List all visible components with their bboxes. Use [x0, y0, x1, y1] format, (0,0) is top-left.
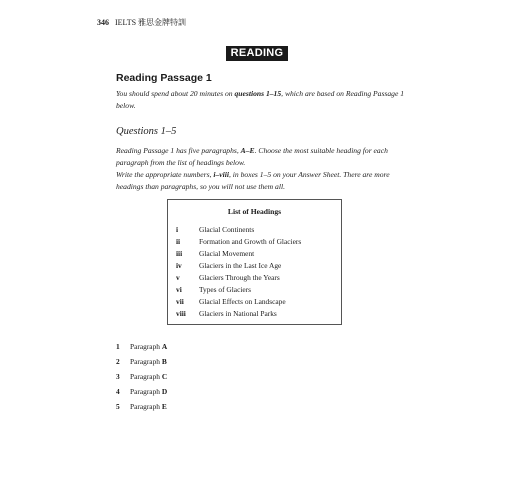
intro-text-2: , which are based on Reading Passage 1 below.	[116, 89, 405, 110]
paragraph-letter: A	[161, 342, 168, 351]
question-number: 3	[116, 372, 120, 381]
book-title: IELTS 雅思金牌特訓	[115, 18, 187, 27]
instr-text-2: . Choose the most suitable heading for each paragraph from the list of headings below.	[116, 146, 388, 167]
question-label: Paragraph	[130, 372, 160, 381]
instructions	[116, 145, 406, 193]
headings-title: List of Headings	[227, 207, 282, 216]
instr-text-3: Write the appropriate numbers,	[116, 170, 214, 179]
heading-number: v	[176, 273, 180, 282]
question-label: Paragraph	[130, 402, 160, 411]
instr-paragraph-range: A–E	[240, 146, 255, 155]
instr-heading-range: i–viii	[213, 170, 229, 179]
heading-text: Glaciers Through the Years	[199, 273, 280, 282]
question-number: 5	[116, 402, 120, 411]
heading-number: vi	[176, 285, 182, 294]
heading-number: i	[176, 225, 179, 234]
heading-text: Glaciers in National Parks	[199, 309, 277, 318]
heading-text: Types of Glaciers	[199, 285, 252, 294]
passage-title: Reading Passage 1	[116, 72, 212, 84]
paragraph-letter: E	[161, 402, 167, 411]
section-banner: READING	[226, 46, 288, 61]
instr-text-4: , in boxes 1–5 on your Answer Sheet. There are more headings than paragraphs, so you will not use them all.	[116, 170, 390, 191]
question-label: Paragraph	[130, 342, 160, 351]
question-label: Paragraph	[130, 387, 160, 396]
heading-text: Glaciers in the Last Ice Age	[199, 261, 282, 270]
heading-number: ii	[176, 237, 181, 246]
page-header	[97, 17, 186, 28]
heading-number: iv	[176, 261, 182, 270]
paragraph-letter: B	[161, 357, 167, 366]
list-of-headings-box	[167, 199, 342, 325]
passage-intro	[116, 88, 406, 112]
heading-text: Formation and Growth of Glaciers	[199, 237, 302, 246]
question-number: 4	[116, 387, 120, 396]
paragraph-letter: D	[161, 387, 168, 396]
heading-number: vii	[176, 297, 184, 306]
question-label: Paragraph	[130, 357, 160, 366]
instr-text-1: Reading Passage 1 has five paragraphs,	[116, 146, 241, 155]
heading-number: iii	[176, 249, 183, 258]
heading-text: Glacial Effects on Landscape	[199, 297, 286, 306]
paragraph-letter: C	[161, 372, 168, 381]
intro-questions-range: questions 1–15	[234, 89, 282, 98]
intro-text-1: You should spend about 20 minutes on	[116, 89, 235, 98]
question-number: 2	[116, 357, 120, 366]
heading-text: Glacial Continents	[199, 225, 255, 234]
page-number: 346	[97, 18, 109, 27]
question-number: 1	[116, 342, 120, 351]
heading-number: viii	[176, 309, 186, 318]
questions-title: Questions 1–5	[116, 126, 177, 137]
heading-text: Glacial Movement	[199, 249, 255, 258]
